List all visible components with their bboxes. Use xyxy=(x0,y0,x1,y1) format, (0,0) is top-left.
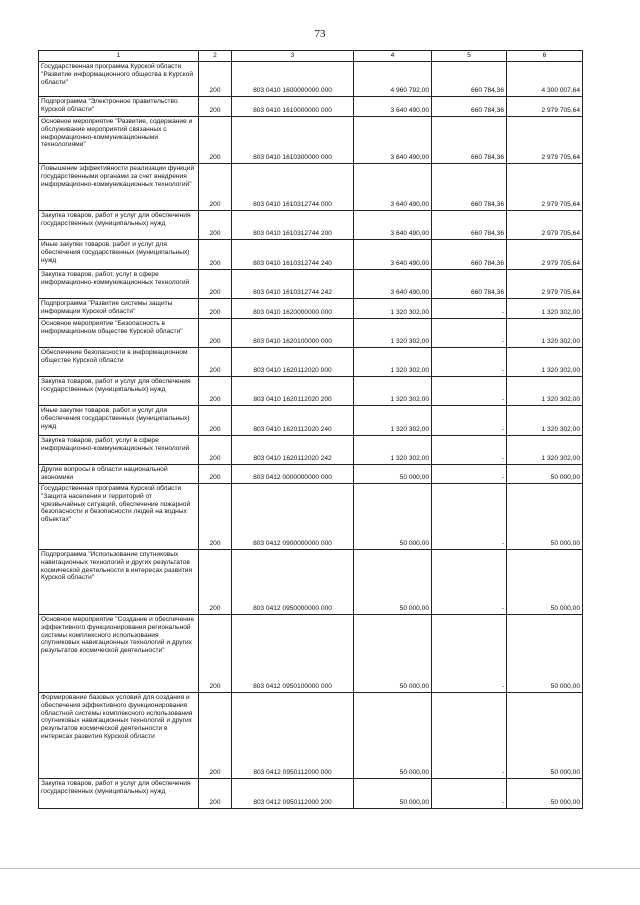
row-executed-amount-cell: - xyxy=(432,377,507,406)
row-remaining-amount-cell: 1 320 302,00 xyxy=(507,377,583,406)
row-executed-amount-cell: - xyxy=(432,319,507,348)
row-code-cell: 200 xyxy=(199,693,232,779)
row-executed-amount-cell: - xyxy=(432,779,507,809)
row-executed-amount-cell: 660 784,36 xyxy=(432,240,507,270)
row-classification-cell: 803 0412 0950000000 000 xyxy=(232,550,354,615)
row-executed-amount-cell: - xyxy=(432,299,507,319)
row-executed-amount-cell: - xyxy=(432,615,507,693)
row-name-cell: Государственная программа Курской области "Защита населения и территорий от чрезвычайных ситуаций, обеспечение пожарной безопасности и безопасности людей на водных объектах" xyxy=(39,484,199,550)
row-executed-amount-cell: 660 784,36 xyxy=(432,117,507,164)
column-header: 2 xyxy=(199,51,232,62)
table-row xyxy=(39,240,583,270)
row-classification-cell: 803 0410 1620112020 242 xyxy=(232,436,354,465)
table-row xyxy=(39,484,583,550)
table-row xyxy=(39,299,583,319)
row-planned-amount-cell: 1 320 302,00 xyxy=(354,348,432,377)
row-name-cell: Иные закупки товаров, работ и услуг для обеспечения государственных (муниципальных) нужд xyxy=(39,406,199,436)
row-code-cell: 200 xyxy=(199,240,232,270)
table-row xyxy=(39,319,583,348)
row-name-cell: Закупка товаров, работ и услуг для обеспечения государственных (муниципальных) нужд xyxy=(39,211,199,240)
table-row xyxy=(39,270,583,299)
row-code-cell: 200 xyxy=(199,465,232,484)
row-executed-amount-cell: - xyxy=(432,348,507,377)
row-classification-cell: 803 0410 1610300000 000 xyxy=(232,117,354,164)
row-classification-cell: 803 0410 1610312744 240 xyxy=(232,240,354,270)
row-classification-cell: 803 0410 1610000000 000 xyxy=(232,97,354,117)
row-remaining-amount-cell: 1 320 302,00 xyxy=(507,348,583,377)
row-remaining-amount-cell: 2 979 705,64 xyxy=(507,240,583,270)
header-row xyxy=(39,51,583,62)
row-remaining-amount-cell: 1 320 302,00 xyxy=(507,319,583,348)
table-row xyxy=(39,348,583,377)
row-executed-amount-cell: - xyxy=(432,465,507,484)
row-executed-amount-cell: 660 784,36 xyxy=(432,97,507,117)
row-name-cell: Закупка товаров, работ и услуг для обеспечения государственных (муниципальных) нужд xyxy=(39,779,199,809)
table-row xyxy=(39,97,583,117)
row-classification-cell: 803 0410 1610312744 000 xyxy=(232,164,354,211)
row-code-cell: 200 xyxy=(199,348,232,377)
column-header: 1 xyxy=(39,51,199,62)
row-planned-amount-cell: 1 320 302,00 xyxy=(354,299,432,319)
row-remaining-amount-cell: 2 979 705,64 xyxy=(507,117,583,164)
row-executed-amount-cell: 660 784,36 xyxy=(432,211,507,240)
table-row xyxy=(39,406,583,436)
row-remaining-amount-cell: 50 000,00 xyxy=(507,693,583,779)
row-planned-amount-cell: 50 000,00 xyxy=(354,615,432,693)
row-planned-amount-cell: 3 640 490,00 xyxy=(354,270,432,299)
row-name-cell: Государственная программа Курской области "Развитие информационного общества в Курской области" xyxy=(39,62,199,97)
row-remaining-amount-cell: 2 979 705,64 xyxy=(507,97,583,117)
row-code-cell: 200 xyxy=(199,117,232,164)
row-name-cell: Закупка товаров, работ, услуг в сфере информационно-коммуникационных технологий xyxy=(39,436,199,465)
row-code-cell: 200 xyxy=(199,299,232,319)
row-remaining-amount-cell: 1 320 302,00 xyxy=(507,436,583,465)
row-remaining-amount-cell: 2 979 705,64 xyxy=(507,270,583,299)
row-name-cell: Подпрограмма "Развитие системы защиты информации Курской области" xyxy=(39,299,199,319)
row-name-cell: Иные закупки товаров, работ и услуг для обеспечения государственных (муниципальных) нужд xyxy=(39,240,199,270)
row-planned-amount-cell: 50 000,00 xyxy=(354,779,432,809)
column-header: 3 xyxy=(232,51,354,62)
row-name-cell: Основное мероприятие "Создание и обеспечение эффективного функционирования региональной системы комплексного использования спутниковых навигационных технологий и других результатов космической деятельности" xyxy=(39,615,199,693)
row-planned-amount-cell: 50 000,00 xyxy=(354,484,432,550)
table-row xyxy=(39,779,583,809)
row-classification-cell: 803 0412 0950100000 000 xyxy=(232,615,354,693)
row-planned-amount-cell: 50 000,00 xyxy=(354,550,432,615)
row-remaining-amount-cell: 50 000,00 xyxy=(507,484,583,550)
row-planned-amount-cell: 1 320 302,00 xyxy=(354,436,432,465)
row-planned-amount-cell: 3 640 490,00 xyxy=(354,240,432,270)
row-name-cell: Подпрограмма "Использование спутниковых навигационных технологий и других результатов космической деятельности в интересах развития Курской области" xyxy=(39,550,199,615)
table-row xyxy=(39,62,583,97)
row-remaining-amount-cell: 50 000,00 xyxy=(507,779,583,809)
table-row xyxy=(39,615,583,693)
row-classification-cell: 803 0412 0900000000 000 xyxy=(232,484,354,550)
row-remaining-amount-cell: 1 320 302,00 xyxy=(507,299,583,319)
row-executed-amount-cell: 660 784,36 xyxy=(432,164,507,211)
table-row xyxy=(39,465,583,484)
page-bottom-divider xyxy=(0,868,640,869)
row-planned-amount-cell: 1 320 302,00 xyxy=(354,377,432,406)
row-executed-amount-cell: - xyxy=(432,693,507,779)
row-name-cell: Другие вопросы в области национальной экономики xyxy=(39,465,199,484)
row-classification-cell: 803 0412 0950112000 000 xyxy=(232,693,354,779)
column-header: 5 xyxy=(432,51,507,62)
row-planned-amount-cell: 3 640 490,00 xyxy=(354,117,432,164)
row-executed-amount-cell: 660 784,36 xyxy=(432,62,507,97)
row-remaining-amount-cell: 1 320 302,00 xyxy=(507,406,583,436)
row-remaining-amount-cell: 2 979 705,64 xyxy=(507,164,583,211)
row-planned-amount-cell: 4 960 792,00 xyxy=(354,62,432,97)
row-code-cell: 200 xyxy=(199,164,232,211)
row-code-cell: 200 xyxy=(199,436,232,465)
row-planned-amount-cell: 1 320 302,00 xyxy=(354,406,432,436)
row-code-cell: 200 xyxy=(199,484,232,550)
row-classification-cell: 803 0412 0000000000 000 xyxy=(232,465,354,484)
table-row xyxy=(39,550,583,615)
row-classification-cell: 803 0410 1620112020 200 xyxy=(232,377,354,406)
row-code-cell: 200 xyxy=(199,270,232,299)
row-classification-cell: 803 0410 1620100000 000 xyxy=(232,319,354,348)
table-row xyxy=(39,117,583,164)
column-header: 4 xyxy=(354,51,432,62)
row-name-cell: Обеспечение безопасности в информационном обществе Курской области xyxy=(39,348,199,377)
row-executed-amount-cell: - xyxy=(432,406,507,436)
row-remaining-amount-cell: 50 000,00 xyxy=(507,465,583,484)
table-row xyxy=(39,377,583,406)
table-row xyxy=(39,211,583,240)
column-header: 6 xyxy=(507,51,583,62)
table-row xyxy=(39,693,583,779)
row-code-cell: 200 xyxy=(199,211,232,240)
row-executed-amount-cell: - xyxy=(432,550,507,615)
row-executed-amount-cell: - xyxy=(432,436,507,465)
row-code-cell: 200 xyxy=(199,615,232,693)
row-name-cell: Подпрограмма "Электронное правительство Курской области" xyxy=(39,97,199,117)
row-remaining-amount-cell: 50 000,00 xyxy=(507,615,583,693)
row-name-cell: Основное мероприятие "Развитие, содержание и обслуживание мероприятий связанных с информационно-коммуникационными технологиями" xyxy=(39,117,199,164)
row-name-cell: Закупка товаров, работ, услуг в сфере информационно-коммуникационных технологий xyxy=(39,270,199,299)
row-classification-cell: 803 0410 1600000000 000 xyxy=(232,62,354,97)
row-code-cell: 200 xyxy=(199,62,232,97)
row-planned-amount-cell: 50 000,00 xyxy=(354,693,432,779)
row-planned-amount-cell: 50 000,00 xyxy=(354,465,432,484)
row-remaining-amount-cell: 50 000,00 xyxy=(507,550,583,615)
row-planned-amount-cell: 3 640 490,00 xyxy=(354,97,432,117)
row-executed-amount-cell: 660 784,36 xyxy=(432,270,507,299)
row-name-cell: Основное мероприятие "Безопасность в информационном обществе Курской области" xyxy=(39,319,199,348)
row-classification-cell: 803 0412 0950112000 200 xyxy=(232,779,354,809)
row-remaining-amount-cell: 4 300 007,64 xyxy=(507,62,583,97)
row-code-cell: 200 xyxy=(199,406,232,436)
table-body xyxy=(39,62,583,809)
row-code-cell: 200 xyxy=(199,377,232,406)
row-code-cell: 200 xyxy=(199,319,232,348)
row-code-cell: 200 xyxy=(199,779,232,809)
row-classification-cell: 803 0410 1610312744 200 xyxy=(232,211,354,240)
row-code-cell: 200 xyxy=(199,550,232,615)
row-planned-amount-cell: 3 640 490,00 xyxy=(354,211,432,240)
row-planned-amount-cell: 3 640 490,00 xyxy=(354,164,432,211)
table-row xyxy=(39,164,583,211)
row-name-cell: Формирование базовых условий для создания и обеспечения эффективного функционирования областной системы комплексного использования спутниковых навигационных технологий и других результатов космической деятельности в интересах развития Курской области xyxy=(39,693,199,779)
row-name-cell: Закупка товаров, работ и услуг для обеспечения государственных (муниципальных) нужд xyxy=(39,377,199,406)
row-remaining-amount-cell: 2 979 705,64 xyxy=(507,211,583,240)
row-classification-cell: 803 0410 1620112020 000 xyxy=(232,348,354,377)
row-planned-amount-cell: 1 320 302,00 xyxy=(354,319,432,348)
table-row xyxy=(39,436,583,465)
budget-execution-table xyxy=(38,50,583,809)
row-name-cell: Повышение эффективности реализации функций государственными органами за счет внедрения информационно-коммуникационных технологий" xyxy=(39,164,199,211)
page-number: 73 xyxy=(314,28,326,40)
row-code-cell: 200 xyxy=(199,97,232,117)
row-classification-cell: 803 0410 1610312744 242 xyxy=(232,270,354,299)
row-classification-cell: 803 0410 1620112020 240 xyxy=(232,406,354,436)
row-executed-amount-cell: - xyxy=(432,484,507,550)
row-classification-cell: 803 0410 1620000000 000 xyxy=(232,299,354,319)
